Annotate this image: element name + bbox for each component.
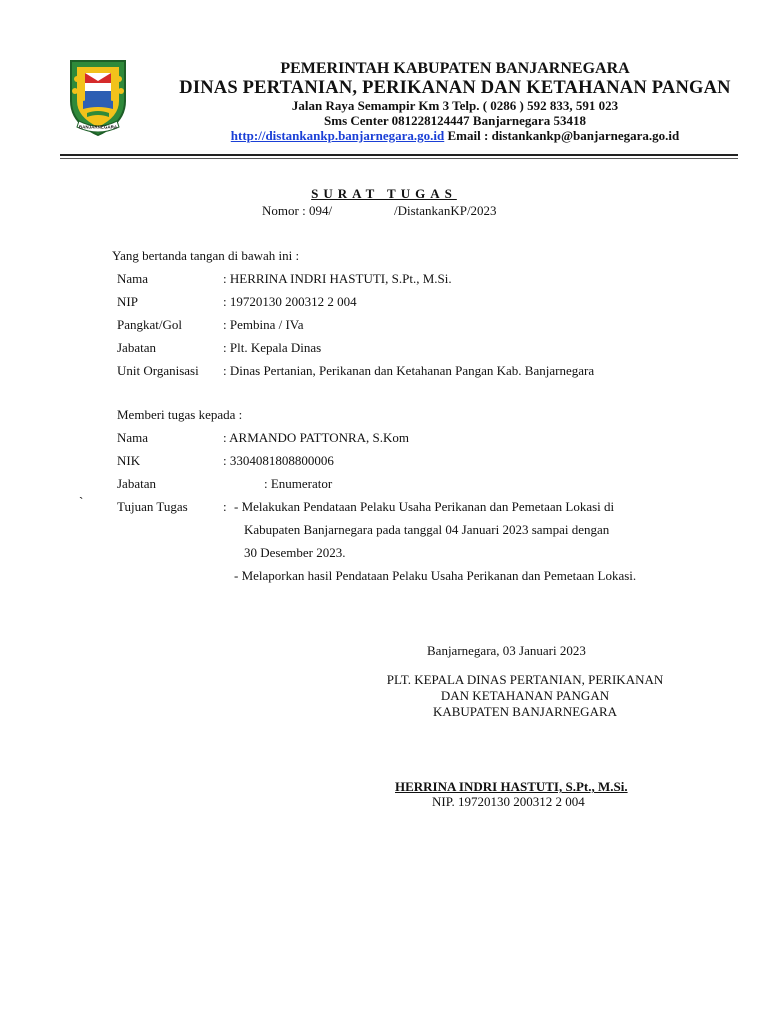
- assignee-position-value: : Enumerator: [264, 476, 333, 491]
- task-purpose-label: Tujuan Tugas: [117, 499, 188, 514]
- task-item-2: - Melaporkan hasil Pendataan Pelaku Usaha Perikanan dan Pemetaan Lokasi.: [234, 568, 637, 583]
- document-number-suffix: /DistankanKP/2023: [394, 203, 497, 218]
- place-date: Banjarnegara, 03 Januari 2023: [427, 643, 586, 658]
- task-purpose-colon: :: [223, 499, 227, 514]
- signer-position-value: : Plt. Kepala Dinas: [223, 340, 322, 355]
- signer-rank-value: : Pembina / IVa: [223, 317, 304, 332]
- signer-position-line-2: DAN KETAHANAN PANGAN: [440, 688, 610, 703]
- document-number-prefix: Nomor : 094/: [262, 203, 333, 218]
- signer-position-line-3: KABUPATEN BANJARNEGARA: [432, 704, 618, 719]
- signer-signature-nip: NIP. 19720130 200312 2 004: [432, 794, 585, 809]
- signer-name-value: : HERRINA INDRI HASTUTI, S.Pt., M.Si.: [223, 271, 452, 286]
- task-item-1-line-3: 30 Desember 2023.: [244, 545, 346, 560]
- assignee-position-label: Jabatan: [117, 476, 156, 491]
- signer-signature-name: HERRINA INDRI HASTUTI, S.Pt., M.Si.: [395, 779, 628, 794]
- signer-unit-value: : Dinas Pertanian, Perikanan dan Ketahanan Pangan Kab. Banjarnegara: [223, 363, 595, 378]
- stray-mark: `: [79, 494, 84, 509]
- email-text: Email : distankankp@banjarnegara.go.id: [444, 128, 680, 143]
- signer-position-line-1: PLT. KEPALA DINAS PERTANIAN, PERIKANAN: [386, 672, 664, 687]
- signer-rank-label: Pangkat/Gol: [117, 317, 182, 332]
- document-number: [262, 203, 497, 219]
- assignee-name-label: Nama: [117, 430, 149, 445]
- website-link[interactable]: http://distankankp.banjarnegara.go.id: [230, 128, 445, 143]
- letterhead-divider-thick: [60, 154, 738, 156]
- letterhead-contact: [120, 128, 768, 144]
- assignee-nik-label: NIK: [117, 453, 141, 468]
- assignee-name-value: : ARMANDO PATTONRA, S.Kom: [223, 430, 410, 445]
- signer-position-label: Jabatan: [117, 340, 156, 355]
- letterhead-government: PEMERINTAH KABUPATEN BANJARNEGARA: [280, 60, 630, 77]
- signer-nip-value: : 19720130 200312 2 004: [223, 294, 357, 309]
- logo-ribbon-text: BANJARNEGARA: [78, 124, 118, 130]
- signer-intro: Yang bertanda tangan di bawah ini :: [112, 248, 300, 263]
- task-item-1-line-2: Kabupaten Banjarnegara pada tanggal 04 Januari 2023 sampai dengan: [244, 522, 610, 537]
- signer-nip-label: NIP: [117, 294, 138, 309]
- document-title: SURAT TUGAS: [311, 186, 457, 201]
- letterhead-divider-thin: [60, 158, 738, 159]
- task-item-1-line-1: - Melakukan Pendataan Pelaku Usaha Perikanan dan Pemetaan Lokasi di: [234, 499, 615, 514]
- assignee-nik-value: : 3304081808800006: [223, 453, 334, 468]
- signer-unit-label: Unit Organisasi: [117, 363, 199, 378]
- letterhead-agency: DINAS PERTANIAN, PERIKANAN DAN KETAHANAN PANGAN: [179, 78, 731, 98]
- signer-name-label: Nama: [117, 271, 149, 286]
- assignment-intro: Memberi tugas kepada :: [117, 407, 243, 422]
- letterhead-address: Jalan Raya Semampir Km 3 Telp. ( 0286 ) 592 833, 591 023: [291, 98, 619, 113]
- letterhead-sms-center: Sms Center 081228124447 Banjarnegara 53418: [324, 113, 586, 128]
